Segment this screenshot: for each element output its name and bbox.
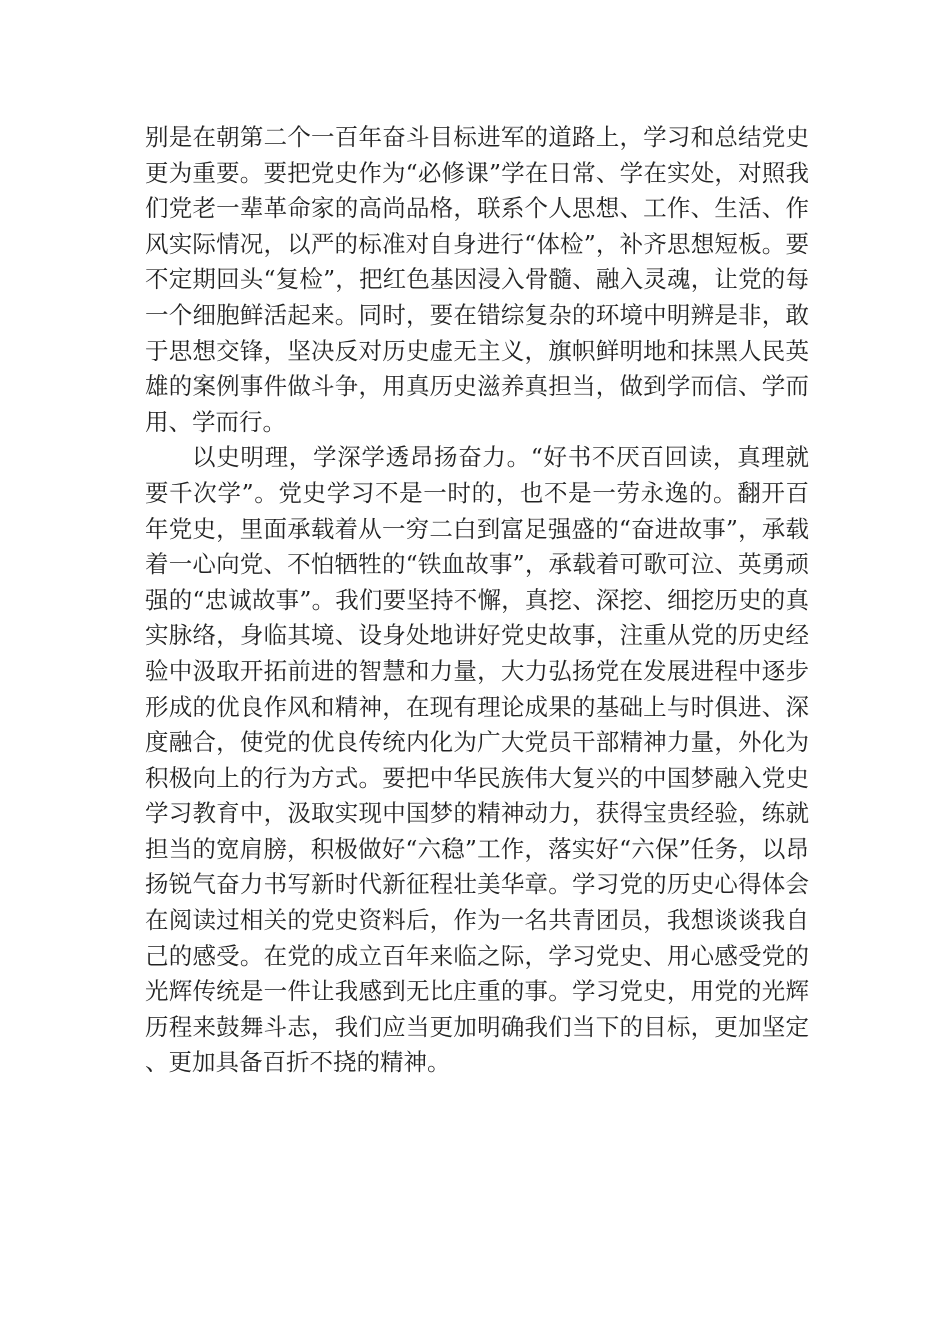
document-body (145, 120, 809, 1081)
paragraph-continuation: 别是在朝第二个一百年奋斗目标进军的道路上，学习和总结党史更为重要。要把党史作为“必修课”学在日常、学在实处，对照我们党老一辈革命家的高尚品格，联系个人思想、工作、生活、作风实际情况，以严的标准对自身进行“体检”，补齐思想短板。要不定期回头“复检”，把红色基因浸入骨髓、融入灵魂，让党的每一个细胞鲜活起来。同时，要在错综复杂的环境中明辨是非，敢于思想交锋，坚决反对历史虚无主义，旗帜鲜明地和抹黑人民英雄的案例事件做斗争，用真历史滋养真担当，做到学而信、学而用、学而行。 (145, 123, 809, 436)
paragraph-history-understanding: 以史明理，学深学透昂扬奋力。“好书不厌百回读，真理就要千次学”。党史学习不是一时的，也不是一劳永逸的。翻开百年党史，里面承载着从一穷二白到富足强盛的“奋进故事”，承载着一心向党、不怕牺牲的“铁血故事”，承载着可歌可泣、英勇顽强的“忠诚故事”。我们要坚持不懈，真挖、深挖、细挖历史的真实脉络，身临其境、设身处地讲好党史故事，注重从党的历史经验中汲取开拓前进的智慧和力量，大力弘扬党在发展进程中逐步形成的优良作风和精神，在现有理论成果的基础上与时俱进、深度融合，使党的优良传统内化为广大党员干部精神力量，外化为积极向上的行为方式。要把中华民族伟大复兴的中国梦融入党史学习教育中，汲取实现中国梦的精神动力，获得宝贵经验，练就担当的宽肩膀，积极做好“六稳”工作，落实好“六保”任务，以昂扬锐气奋力书写新时代新征程壮美华章。学习党的历史心得体会在阅读过相关的党史资料后，作为一名共青团员，我想谈谈我自己的感受。在党的成立百年来临之际，学习党史、用心感受党的光辉传统是一件让我感到无比庄重的事。学习党史，用党的光辉历程来鼓舞斗志，我们应当更加明确我们当下的目标，更加坚定、更加具备百折不挠的精神。 (145, 443, 809, 1077)
